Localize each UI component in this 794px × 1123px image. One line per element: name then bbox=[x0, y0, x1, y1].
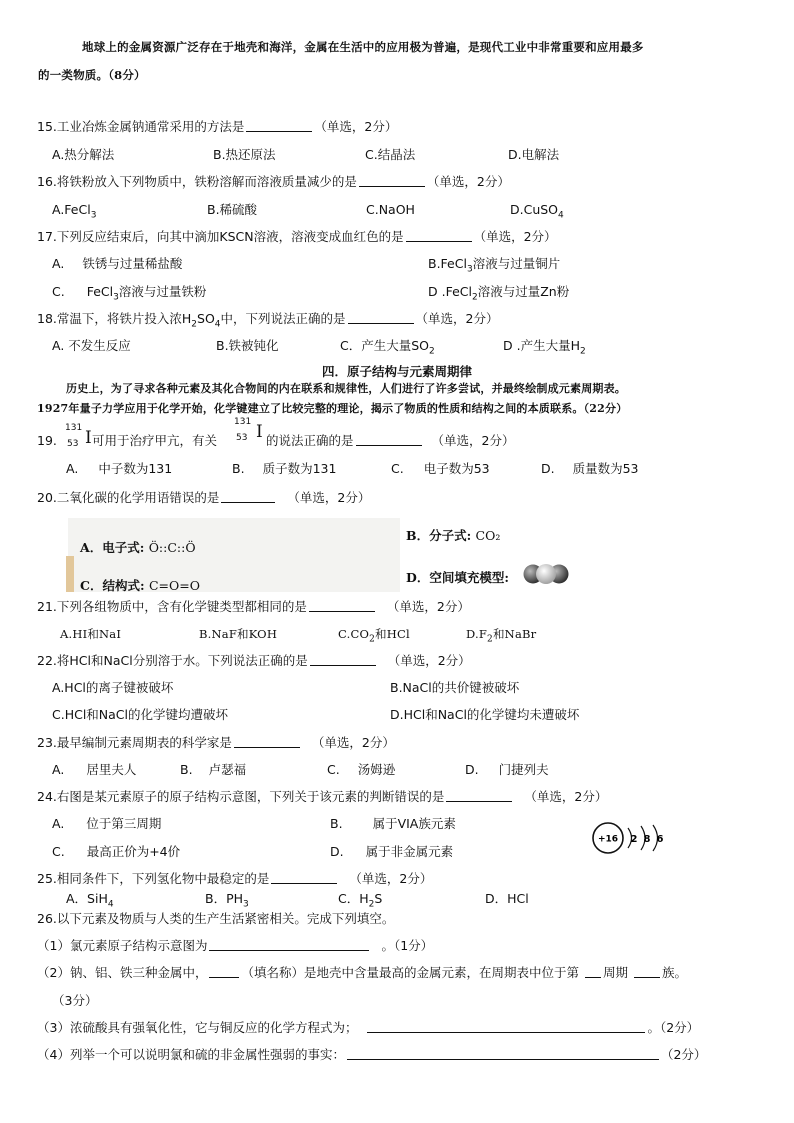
answer-blank[interactable] bbox=[234, 735, 300, 748]
q26-part-1: （1）氯元素原子结构示意图为 。（1分） bbox=[37, 938, 434, 953]
q19-option-c: C. 电子数为53 bbox=[391, 461, 490, 476]
q25-option-b: B．$PH_3$ bbox=[205, 891, 249, 910]
q23-option-d: D. 门捷列夫 bbox=[465, 762, 549, 777]
q22-option-b: B.NaCl的共价键被破坏 bbox=[390, 680, 520, 695]
q15-option-b: B.热还原法 bbox=[213, 147, 276, 162]
q17-option-c: C. FeCl$_3$溶液与过量铁粉 bbox=[52, 284, 207, 303]
shell-3-electrons: 6 bbox=[656, 834, 664, 845]
q24-option-d: D. 属于非金属元素 bbox=[330, 844, 454, 859]
q24-option-b: B. 属于VIA族元素 bbox=[330, 816, 456, 831]
q22-option-c: C.HCl和NaCl的化学键均遭破坏 bbox=[52, 707, 229, 722]
q17-option-d: D .FeCl$_2$溶液与过量Zn粉 bbox=[428, 284, 570, 303]
answer-blank[interactable] bbox=[310, 653, 376, 666]
intro-line-1: 地球上的金属资源广泛存在于地壳和海洋，金属在生活中的应用极为普遍，是现代工业中非常重要和应用最多 bbox=[82, 40, 644, 54]
co2-space-filling-model-icon bbox=[522, 562, 570, 586]
q19-option-a: A. 中子数为131 bbox=[66, 461, 173, 476]
q20-option-a: A．电子式: Ö::C::Ö bbox=[80, 540, 196, 555]
q24-option-a: A. 位于第三周期 bbox=[52, 816, 162, 831]
iodine-131-nuclide-1: 131 53 I bbox=[65, 423, 92, 449]
answer-blank[interactable] bbox=[309, 599, 375, 612]
atomic-structure-diagram bbox=[590, 818, 666, 858]
q18-option-b: B.铁被钝化 bbox=[216, 338, 279, 353]
answer-blank[interactable] bbox=[246, 119, 312, 132]
question-22-stem: 22.将HCl和NaCl分别溶于水。下列说法正确的是 （单选，2分） bbox=[37, 653, 471, 668]
q15-option-c: C.结晶法 bbox=[365, 147, 416, 162]
answer-blank[interactable] bbox=[367, 1020, 645, 1033]
q17-option-b: B.FeCl$_3$溶液与过量铜片 bbox=[428, 256, 561, 275]
q23-option-c: C. 汤姆逊 bbox=[327, 762, 396, 777]
question-24-stem: 24.右图是某元素原子的原子结构示意图，下列关于该元素的判断错误的是 （单选，2分） bbox=[37, 789, 608, 804]
q19-option-b: B. 质子数为131 bbox=[232, 461, 337, 476]
question-21-stem: 21.下列各组物质中，含有化学键类型都相同的是 （单选，2分） bbox=[37, 599, 470, 614]
question-20-stem: 20.二氧化碳的化学用语错误的是 （单选，2分） bbox=[37, 490, 371, 505]
question-19-stem-post: 的说法正确的是 （单选，2分） bbox=[266, 433, 515, 448]
q21-option-c: $C.CO_2$和HCl bbox=[338, 627, 410, 645]
q18-option-d: D .产生大量$H_2$ bbox=[503, 338, 586, 357]
question-17-stem: 17.下列反应结束后，向其中滴加KSCN溶液，溶液变成血红色的是 （单选，2分） bbox=[37, 229, 557, 244]
shell-2-electrons: 8 bbox=[643, 834, 651, 845]
section-4-para-2: 1927年量子力学应用于化学开始，化学键建立了比较完整的理论，揭示了物质的性质和结构之间的本质联系。（22分） bbox=[37, 402, 628, 415]
question-25-stem: 25.相同条件下，下列氢化物中最稳定的是 （单选，2分） bbox=[37, 871, 433, 886]
q22-option-a: A.HCl的离子键被破坏 bbox=[52, 680, 174, 695]
answer-blank[interactable] bbox=[585, 965, 601, 978]
q23-option-a: A. 居里夫人 bbox=[52, 762, 137, 777]
q15-option-a: A.热分解法 bbox=[52, 147, 115, 162]
question-16-stem: 16.将铁粉放入下列物质中，铁粉溶解而溶液质量减少的是 （单选，2分） bbox=[37, 174, 510, 189]
q21-option-a: A.HI和NaI bbox=[60, 627, 122, 641]
section-4-title: 四．原子结构与元素周期律 bbox=[321, 364, 472, 379]
answer-blank[interactable] bbox=[271, 871, 337, 884]
q19-option-d: D. 质量数为53 bbox=[541, 461, 639, 476]
q25-option-a: A．SiH$_4$ bbox=[66, 891, 114, 910]
q25-option-c: C．$H_2S$ bbox=[338, 891, 383, 910]
q18-option-c: C．产生大量$SO_2$ bbox=[340, 338, 435, 357]
answer-blank[interactable] bbox=[406, 229, 472, 242]
q26-part-4: （4）列举一个可以说明氯和硫的非金属性强弱的事实： （2分） bbox=[37, 1047, 707, 1062]
scan-edge bbox=[66, 556, 74, 592]
question-15-stem: 15.工业冶炼金属钠通常采用的方法是 （单选，2分） bbox=[37, 119, 398, 134]
q23-option-b: B. 卢瑟福 bbox=[180, 762, 247, 777]
question-19-stem-mid: 可用于治疗甲亢，有关 bbox=[92, 433, 218, 448]
section-4-para-1: 历史上，为了寻求各种元素及其化合物间的内在联系和规律性，人们进行了许多尝试，并最终绘制成元素周期表。 bbox=[66, 382, 626, 395]
answer-blank[interactable] bbox=[347, 1047, 659, 1060]
q21-option-b: B.NaF和KOH bbox=[199, 627, 278, 641]
answer-blank[interactable] bbox=[209, 965, 239, 978]
q20-option-b: B．分子式: CO₂ bbox=[406, 528, 501, 543]
intro-line-2: 的一类物质。（8分） bbox=[38, 68, 146, 82]
answer-blank[interactable] bbox=[446, 789, 512, 802]
q21-option-d: $D.F_2$和NaBr bbox=[466, 627, 537, 645]
answer-blank[interactable] bbox=[221, 490, 275, 503]
question-26-stem: 26.以下元素及物质与人类的生产生活紧密相关。完成下列填空。 bbox=[37, 911, 395, 926]
q18-option-a: A. 不发生反应 bbox=[52, 338, 131, 353]
q25-option-d: D．HCl bbox=[485, 891, 529, 906]
nucleus-charge: +16 bbox=[597, 834, 619, 845]
iodine-131-nuclide-2: 131 53 I bbox=[234, 417, 263, 443]
q15-option-d: D.电解法 bbox=[508, 147, 560, 162]
question-23-stem: 23.最早编制元素周期表的科学家是 （单选，2分） bbox=[37, 735, 395, 750]
answer-blank[interactable] bbox=[348, 311, 414, 324]
question-19-number: 19. bbox=[37, 433, 57, 448]
answer-blank[interactable] bbox=[634, 965, 660, 978]
q24-option-c: C. 最高正价为+4价 bbox=[52, 844, 181, 859]
q20-option-c: C．结构式: C=O=O bbox=[80, 578, 200, 593]
q22-option-d: D.HCl和NaCl的化学键均未遭破坏 bbox=[390, 707, 580, 722]
answer-blank[interactable] bbox=[356, 433, 422, 446]
q26-part-3: （3）浓硫酸具有强氧化性，它与铜反应的化学方程式为； 。（2分） bbox=[37, 1020, 700, 1035]
q16-option-a: A.FeCl$_3$ bbox=[52, 202, 97, 221]
q16-option-c: C.NaOH bbox=[366, 202, 415, 217]
shell-1-electrons: 2 bbox=[630, 834, 638, 845]
question-18-stem: 18.常温下，将铁片投入浓$H_2SO_4$中，下列说法正确的是 （单选，2分） bbox=[37, 311, 499, 330]
q16-option-b: B.稀硫酸 bbox=[207, 202, 258, 217]
q20-option-d: D．空间填充模型: bbox=[406, 570, 509, 585]
q16-option-d: D.CuSO$_4$ bbox=[510, 202, 564, 221]
q26-part-2: （2）钠、铝、铁三种金属中， （填名称）是地壳中含量最高的金属元素，在周期表中位于第 周期 族。 bbox=[37, 965, 688, 980]
answer-blank[interactable] bbox=[359, 174, 425, 187]
q26-part-2-score: （3分） bbox=[52, 993, 98, 1008]
q17-option-a: A. 铁锈与过量稀盐酸 bbox=[52, 256, 183, 271]
answer-blank[interactable] bbox=[209, 938, 369, 951]
